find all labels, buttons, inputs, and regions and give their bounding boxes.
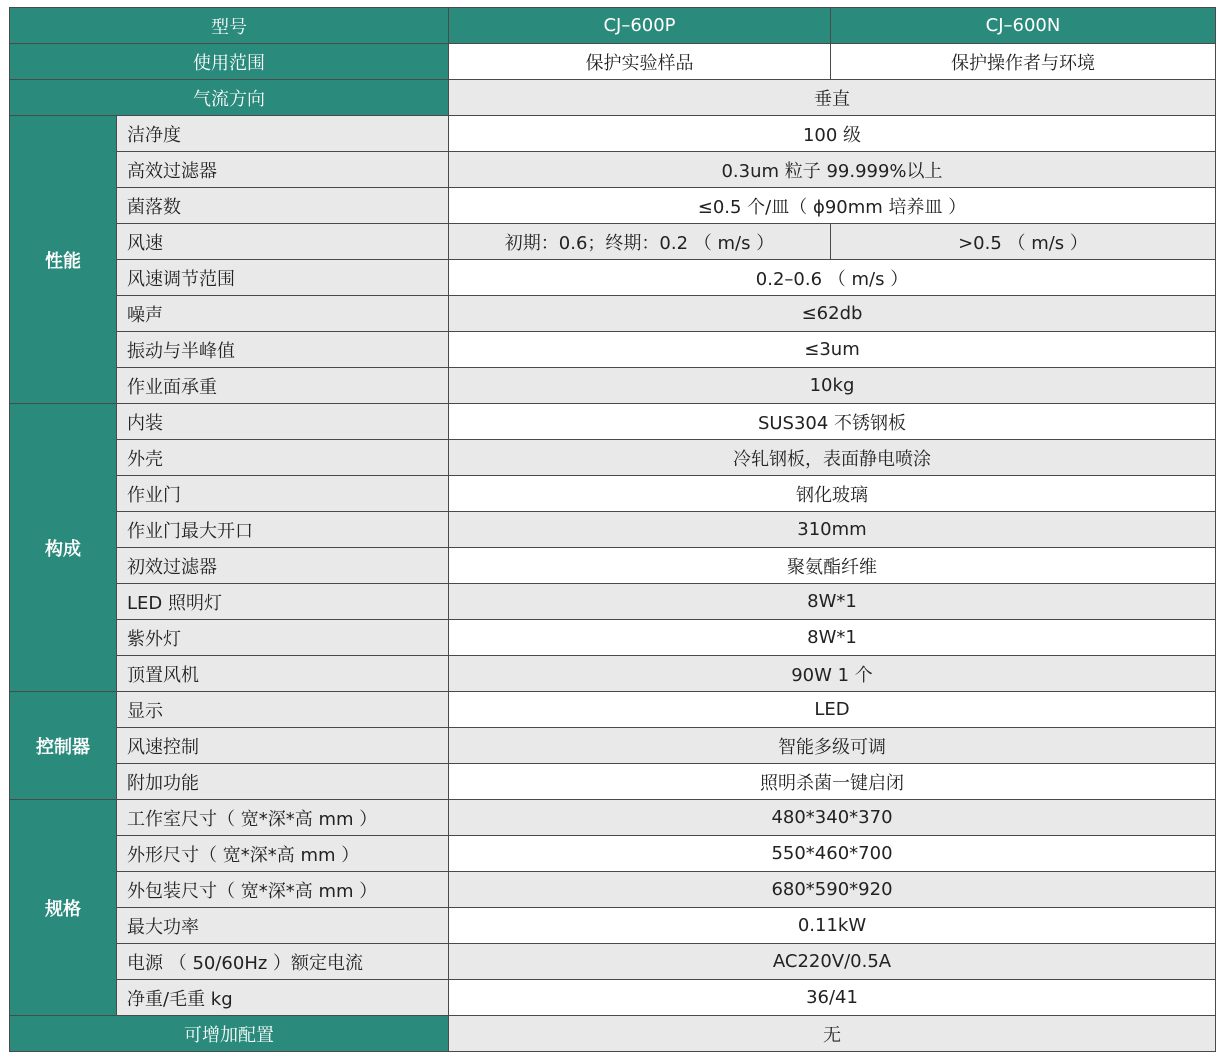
group-construction: 构成 xyxy=(10,404,117,692)
item-value: 0.11kW xyxy=(449,908,1216,944)
table-row xyxy=(10,152,1216,188)
item-label: LED 照明灯 xyxy=(117,584,449,620)
table-row xyxy=(10,512,1216,548)
optional-label: 可增加配置 xyxy=(10,1016,449,1052)
table-row xyxy=(10,764,1216,800)
item-value: SUS304 不锈钢板 xyxy=(449,404,1216,440)
item-label: 振动与半峰值 xyxy=(117,332,449,368)
group-performance: 性能 xyxy=(10,116,117,404)
model-n: CJ–600N xyxy=(831,8,1216,44)
item-label: 显示 xyxy=(117,692,449,728)
item-value: 310mm xyxy=(449,512,1216,548)
table-row xyxy=(10,404,1216,440)
item-value: 照明杀菌一键启闭 xyxy=(449,764,1216,800)
item-value: 100 级 xyxy=(449,116,1216,152)
table-row xyxy=(10,260,1216,296)
item-value-p: 初期：0.6；终期：0.2 （ m/s ） xyxy=(449,224,831,260)
item-value: 8W*1 xyxy=(449,584,1216,620)
scope-label: 使用范围 xyxy=(10,44,449,80)
item-label: 风速 xyxy=(117,224,449,260)
table-row xyxy=(10,836,1216,872)
item-label: 初效过滤器 xyxy=(117,548,449,584)
group-specs: 规格 xyxy=(10,800,117,1016)
group-controller: 控制器 xyxy=(10,692,117,800)
item-value: AC220V/0.5A xyxy=(449,944,1216,980)
table-row xyxy=(10,296,1216,332)
item-label: 作业门 xyxy=(117,476,449,512)
item-value: ≤3um xyxy=(449,332,1216,368)
table-row xyxy=(10,980,1216,1016)
item-value: 智能多级可调 xyxy=(449,728,1216,764)
table-row xyxy=(10,440,1216,476)
item-value: LED xyxy=(449,692,1216,728)
item-label: 顶置风机 xyxy=(117,656,449,692)
item-value: 0.2–0.6 （ m/s ） xyxy=(449,260,1216,296)
table-row xyxy=(10,872,1216,908)
item-value: 冷轧钢板，表面静电喷涂 xyxy=(449,440,1216,476)
item-value: 10kg xyxy=(449,368,1216,404)
table-row xyxy=(10,224,1216,260)
item-label: 风速调节范围 xyxy=(117,260,449,296)
table-row xyxy=(10,620,1216,656)
item-label: 净重/毛重 kg xyxy=(117,980,449,1016)
optional-value: 无 xyxy=(449,1016,1216,1052)
item-label: 风速控制 xyxy=(117,728,449,764)
table-row xyxy=(10,728,1216,764)
table-row xyxy=(10,692,1216,728)
item-label: 作业门最大开口 xyxy=(117,512,449,548)
item-label: 噪声 xyxy=(117,296,449,332)
item-value: 聚氨酯纤维 xyxy=(449,548,1216,584)
item-label: 作业面承重 xyxy=(117,368,449,404)
item-label: 工作室尺寸（ 宽*深*高 mm ） xyxy=(117,800,449,836)
item-label: 洁净度 xyxy=(117,116,449,152)
item-value: 90W 1 个 xyxy=(449,656,1216,692)
item-label: 电源 （ 50/60Hz ）额定电流 xyxy=(117,944,449,980)
table-row xyxy=(10,800,1216,836)
airflow-label: 气流方向 xyxy=(10,80,449,116)
item-label: 外壳 xyxy=(117,440,449,476)
table-row xyxy=(10,944,1216,980)
item-label: 紫外灯 xyxy=(117,620,449,656)
item-label: 外包装尺寸（ 宽*深*高 mm ） xyxy=(117,872,449,908)
table-row xyxy=(10,476,1216,512)
item-value: 680*590*920 xyxy=(449,872,1216,908)
table-row xyxy=(10,332,1216,368)
table-row xyxy=(10,584,1216,620)
table-row xyxy=(10,908,1216,944)
item-value: 36/41 xyxy=(449,980,1216,1016)
scope-n: 保护操作者与环境 xyxy=(831,44,1216,80)
row-scope xyxy=(10,44,1216,80)
item-label: 附加功能 xyxy=(117,764,449,800)
item-label: 菌落数 xyxy=(117,188,449,224)
item-value: ≤62db xyxy=(449,296,1216,332)
item-label: 内装 xyxy=(117,404,449,440)
item-label: 最大功率 xyxy=(117,908,449,944)
item-value-n: >0.5 （ m/s ） xyxy=(831,224,1216,260)
row-airflow xyxy=(10,80,1216,116)
table-row xyxy=(10,116,1216,152)
item-value: ≤0.5 个/皿（ ϕ90mm 培养皿 ） xyxy=(449,188,1216,224)
table-row xyxy=(10,548,1216,584)
item-value: 550*460*700 xyxy=(449,836,1216,872)
spec-table xyxy=(9,7,1216,1052)
airflow-value: 垂直 xyxy=(449,80,1216,116)
scope-p: 保护实验样品 xyxy=(449,44,831,80)
item-value: 480*340*370 xyxy=(449,800,1216,836)
table-row xyxy=(10,188,1216,224)
item-value: 0.3um 粒子 99.999%以上 xyxy=(449,152,1216,188)
table-row xyxy=(10,368,1216,404)
row-optional xyxy=(10,1016,1216,1052)
item-label: 外形尺寸（ 宽*深*高 mm ） xyxy=(117,836,449,872)
row-model xyxy=(10,8,1216,44)
model-label: 型号 xyxy=(10,8,449,44)
table-row xyxy=(10,656,1216,692)
item-value: 8W*1 xyxy=(449,620,1216,656)
model-p: CJ–600P xyxy=(449,8,831,44)
item-value: 钢化玻璃 xyxy=(449,476,1216,512)
item-label: 高效过滤器 xyxy=(117,152,449,188)
